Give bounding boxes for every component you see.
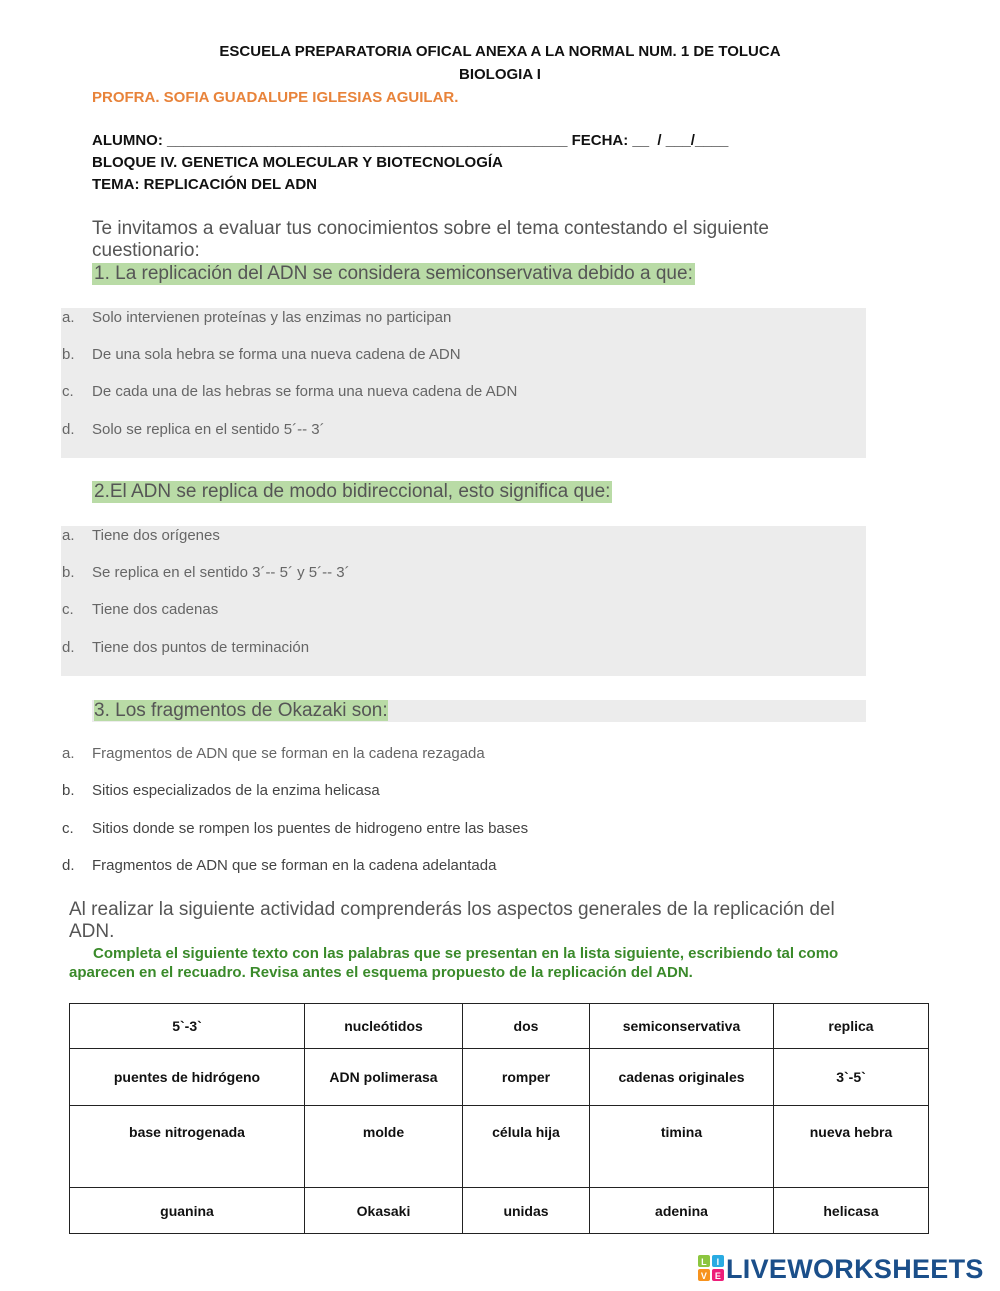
word-cell: adenina xyxy=(590,1188,774,1234)
question-3-option-a[interactable]: a. Fragmentos de ADN que se forman en la cadena rezagada xyxy=(62,745,485,762)
topic-title: TEMA: REPLICACIÓN DEL ADN xyxy=(92,176,317,193)
word-cell: helicasa xyxy=(774,1188,929,1234)
question-2-option-c[interactable]: c. Tiene dos cadenas xyxy=(62,601,219,618)
word-cell: replica xyxy=(774,1004,929,1049)
brand-name: LIVEWORKSHEETS xyxy=(726,1254,984,1284)
question-1-title: 1. La replicación del ADN se considera semiconservativa debido a que: xyxy=(94,263,693,284)
question-3-title: 3. Los fragmentos de Okazaki son: xyxy=(92,700,866,722)
table-row xyxy=(70,1106,929,1188)
table-row xyxy=(70,1049,929,1106)
table-row xyxy=(70,1004,929,1049)
word-cell: romper xyxy=(463,1049,590,1106)
word-cell: dos xyxy=(463,1004,590,1049)
word-cell: nueva hebra xyxy=(774,1106,929,1188)
question-1-option-c[interactable]: c. De cada una de las hebras se forma una nueva cadena de ADN xyxy=(62,383,518,400)
word-cell: guanina xyxy=(70,1188,305,1234)
question-1-option-a[interactable]: a. Solo intervienen proteínas y las enzimas no participan xyxy=(62,309,452,326)
svg-text:I: I xyxy=(716,1257,720,1267)
word-cell: Okasaki xyxy=(305,1188,463,1234)
block-title: BLOQUE IV. GENETICA MOLECULAR Y BIOTECNOLOGÍA xyxy=(92,154,503,171)
student-date-line: ALUMNO: ________________________________________________ FECHA: __ / ___/____ xyxy=(92,132,729,149)
word-cell: molde xyxy=(305,1106,463,1188)
subject-name: BIOLOGIA I xyxy=(459,66,541,83)
activity-intro: Al realizar la siguiente actividad comprenderás los aspectos generales de la replicación del ADN. xyxy=(69,899,835,942)
question-1-option-b[interactable]: b. De una sola hebra se forma una nueva cadena de ADN xyxy=(62,346,461,363)
question-2-option-b[interactable]: b. Se replica en el sentido 3´-- 5´ y 5´-- 3´ xyxy=(62,564,350,581)
svg-text:L: L xyxy=(701,1257,707,1267)
question-2-title: 2.El ADN se replica de modo bidireccional, esto significa que: xyxy=(94,481,611,502)
svg-text:E: E xyxy=(714,1271,722,1281)
liveworksheets-logo[interactable] xyxy=(698,1254,984,1285)
svg-text:V: V xyxy=(700,1271,708,1281)
word-cell: ADN polimerasa xyxy=(305,1049,463,1106)
word-cell: cadenas originales xyxy=(590,1049,774,1106)
table-row xyxy=(70,1188,929,1234)
quiz-intro: Te invitamos a evaluar tus conocimientos sobre el tema contestando el siguiente cuestionario: xyxy=(92,218,769,261)
school-name: ESCUELA PREPARATORIA OFICAL ANEXA A LA NORMAL NUM. 1 DE TOLUCA xyxy=(219,43,781,60)
word-cell: timina xyxy=(590,1106,774,1188)
word-cell: 3`-5` xyxy=(774,1049,929,1106)
question-2-option-a[interactable]: a. Tiene dos orígenes xyxy=(62,527,220,544)
question-2-option-d[interactable]: d. Tiene dos puntos de terminación xyxy=(62,639,310,656)
word-cell: semiconservativa xyxy=(590,1004,774,1049)
teacher-name: PROFRA. SOFIA GUADALUPE IGLESIAS AGUILAR. xyxy=(92,89,459,106)
question-3-option-c[interactable]: c. Sitios donde se rompen los puentes de hidrogeno entre las bases xyxy=(62,820,529,837)
question-1-option-d[interactable]: d. Solo se replica en el sentido 5´-- 3´ xyxy=(62,421,325,438)
question-3-option-b[interactable]: b. Sitios especializados de la enzima helicasa xyxy=(62,782,380,799)
question-3-option-d[interactable]: d. Fragmentos de ADN que se forman en la cadena adelantada xyxy=(62,857,497,874)
word-cell: base nitrogenada xyxy=(70,1106,305,1188)
word-cell: nucleótidos xyxy=(305,1004,463,1049)
liveworksheets-icon xyxy=(698,1255,724,1281)
word-cell: unidas xyxy=(463,1188,590,1234)
word-cell: puentes de hidrógeno xyxy=(70,1049,305,1106)
word-cell: 5`-3` xyxy=(70,1004,305,1049)
word-list-table xyxy=(69,1003,929,1234)
activity-instructions: Completa el siguiente texto con las palabras que se presentan en la lista siguiente, escribiendo tal como aparecen en el recuadro. Revisa antes el esquema propuesto de la replicación del ADN. xyxy=(69,945,839,981)
word-cell: célula hija xyxy=(463,1106,590,1188)
